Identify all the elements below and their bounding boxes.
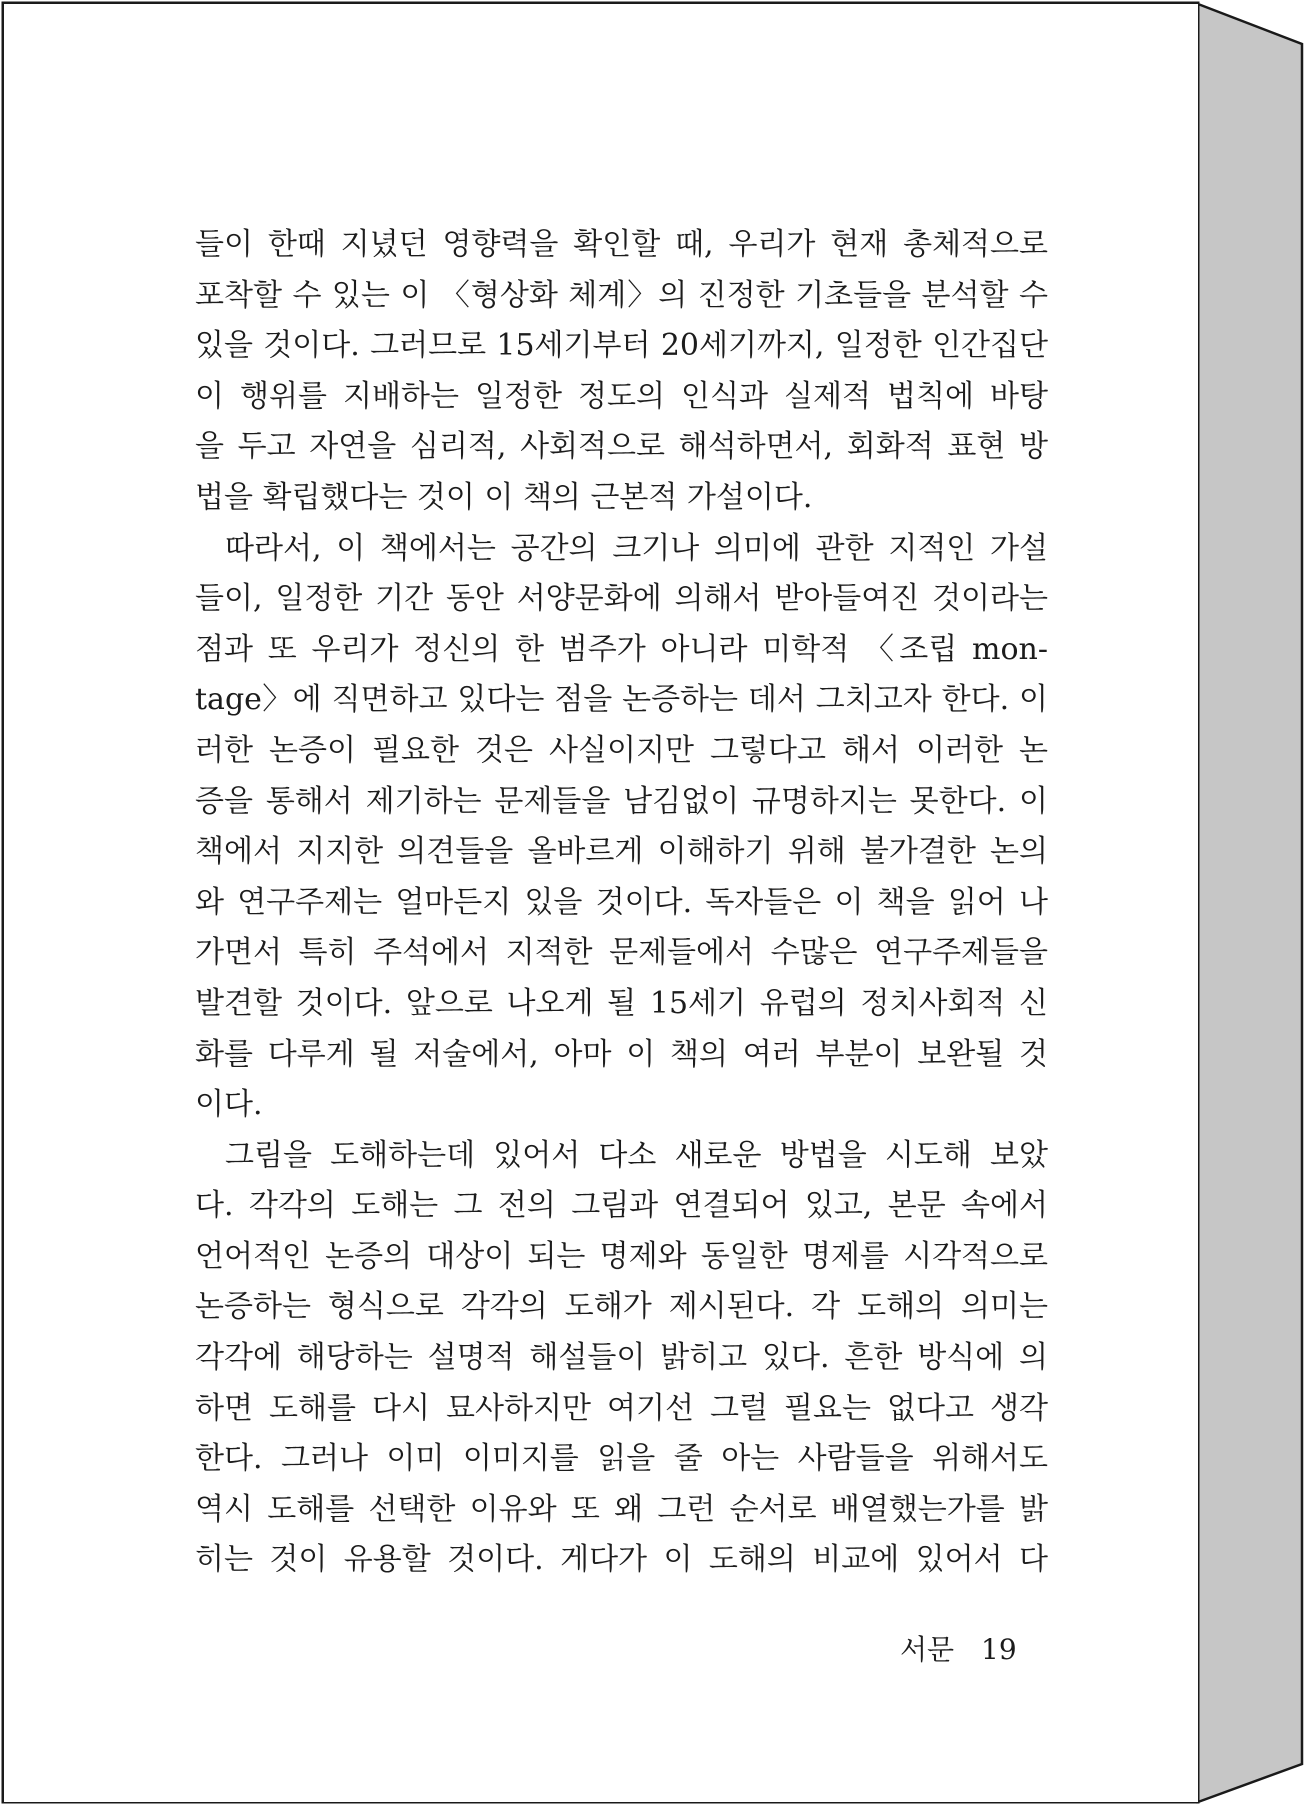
text-line: 히는 것이 유용할 것이다. 게다가 이 도해의 비교에 있어서 다: [195, 1542, 1048, 1578]
text-line: 그림을 도해하는데 있어서 다소 새로운 방법을 시도해 보았: [225, 1137, 1048, 1173]
text-line: 법을 확립했다는 것이 이 책의 근본적 가설이다.: [195, 479, 813, 515]
text-line: 이다.: [195, 1087, 263, 1123]
text-line: 을 두고 자연을 심리적, 사회적으로 해석하면서, 회화적 표현 방: [195, 429, 1048, 465]
text-line: 따라서, 이 책에서는 공간의 크기나 의미에 관한 지적인 가설: [225, 530, 1048, 566]
text-line: 들이, 일정한 기간 동안 서양문화에 의해서 받아들여진 것이라는: [195, 581, 1048, 617]
text-line: 화를 다루게 될 저술에서, 아마 이 책의 여러 부분이 보완될 것: [195, 1036, 1048, 1072]
text-line: 점과 또 우리가 정신의 한 범주가 아니라 미학적 〈조립 mon-: [195, 631, 1048, 667]
paragraph-3: [195, 1131, 1048, 1586]
text-line: 있을 것이다. 그러므로 15세기부터 20세기까지, 일정한 인간집단: [195, 328, 1048, 364]
text-line: 발견할 것이다. 앞으로 나오게 될 15세기 유럽의 정치사회적 신: [195, 985, 1048, 1021]
paragraph-1: [195, 220, 1048, 524]
text-line: 증을 통해서 제기하는 문제들을 남김없이 규명하지는 못한다. 이: [195, 783, 1048, 819]
body-text: [195, 220, 1048, 1586]
text-line: 책에서 지지한 의견들을 올바르게 이해하기 위해 불가결한 논의: [195, 834, 1048, 870]
text-line: 러한 논증이 필요한 것은 사실이지만 그렇다고 해서 이러한 논: [195, 732, 1048, 768]
page-footer: [900, 1628, 1017, 1668]
text-line: 와 연구주제는 얼마든지 있을 것이다. 독자들은 이 책을 읽어 나: [195, 884, 1048, 920]
text-line: 한다. 그러나 이미 이미지를 읽을 줄 아는 사람들을 위해서도: [195, 1441, 1048, 1477]
text-line: 하면 도해를 다시 묘사하지만 여기선 그럴 필요는 없다고 생각: [195, 1390, 1048, 1426]
text-line: 포착할 수 있는 이 〈형상화 체계〉의 진정한 기초들을 분석할 수: [195, 277, 1048, 313]
text-line: 다. 각각의 도해는 그 전의 그림과 연결되어 있고, 본문 속에서: [195, 1188, 1048, 1224]
text-line: 이 행위를 지배하는 일정한 정도의 인식과 실제적 법칙에 바탕: [195, 378, 1048, 414]
paragraph-2: [195, 524, 1048, 1131]
text-line: 각각에 해당하는 설명적 해설들이 밝히고 있다. 흔한 방식에 의: [195, 1340, 1048, 1376]
text-line: 들이 한때 지녔던 영향력을 확인할 때, 우리가 현재 총체적으로: [195, 227, 1048, 262]
text-line: 논증하는 형식으로 각각의 도해가 제시된다. 각 도해의 의미는: [195, 1289, 1048, 1325]
section-title: 서문: [900, 1633, 955, 1666]
text-line: tage〉에 직면하고 있다는 점을 논증하는 데서 그치고자 한다. 이: [195, 682, 1048, 718]
text-line: 가면서 특히 주석에서 지적한 문제들에서 수많은 연구주제들을: [195, 935, 1048, 971]
text-line: 언어적인 논증의 대상이 되는 명제와 동일한 명제를 시각적으로: [195, 1238, 1048, 1274]
text-line: 역시 도해를 선택한 이유와 또 왜 그런 순서로 배열했는가를 밝: [195, 1491, 1048, 1527]
page-number: 19: [981, 1633, 1017, 1666]
book-spine: [1198, 4, 1302, 1802]
